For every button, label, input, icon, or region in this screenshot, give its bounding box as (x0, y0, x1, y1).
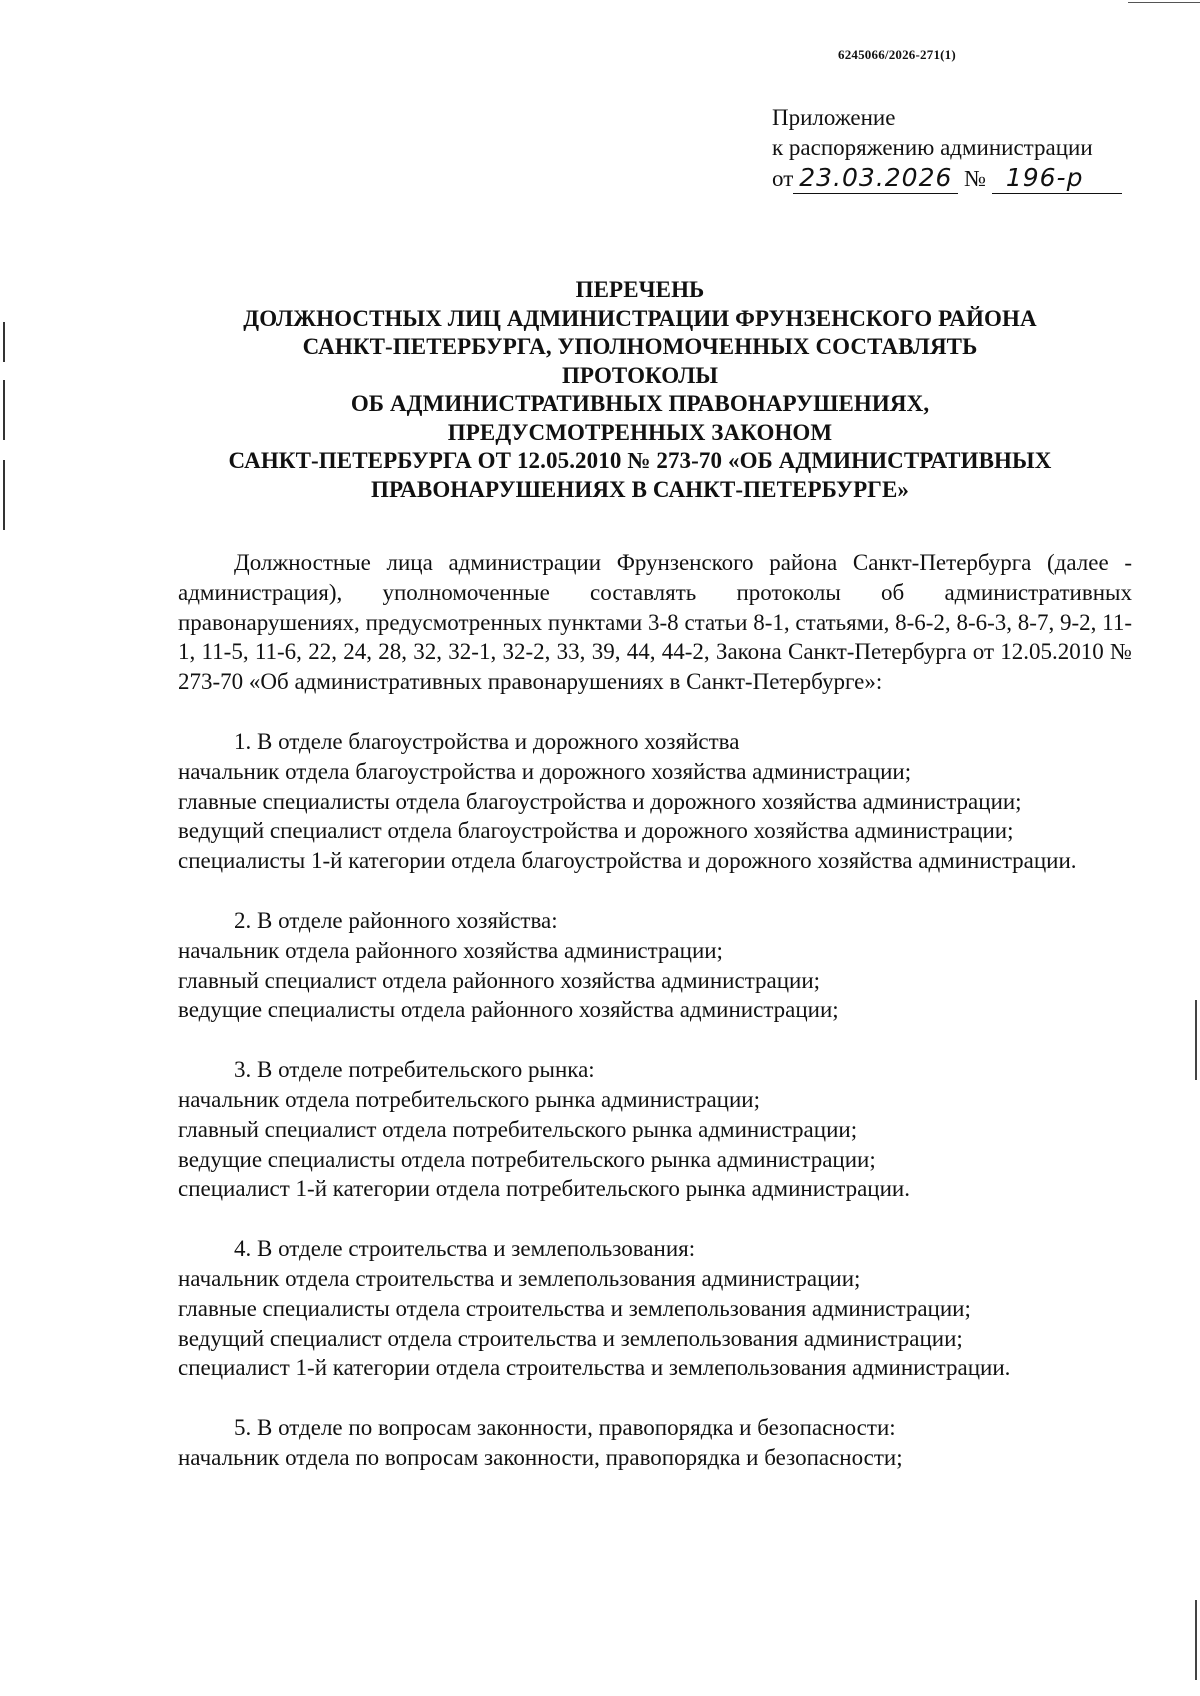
scan-margin-mark (3, 322, 5, 362)
section-item: ведущий специалист отдела благоустройства и дорожного хозяйства администрации; (178, 818, 1014, 844)
section-item: начальник отдела благоустройства и дорожного хозяйства администрации; (178, 758, 912, 784)
date-prefix: от (772, 166, 794, 191)
title-line: ПРАВОНАРУШЕНИЯХ В САНКТ-ПЕТЕРБУРГЕ» (370, 476, 910, 502)
title-line: ДОЛЖНОСТНЫХ ЛИЦ АДМИНИСТРАЦИИ ФРУНЗЕНСКОГО РАЙОНА (243, 305, 1037, 331)
scan-edge-line (1128, 2, 1200, 3)
sections-list (178, 727, 1132, 1473)
section-item: главный специалист отдела районного хозяйства администрации; (178, 967, 821, 993)
title-line: САНКТ-ПЕТЕРБУРГА ОТ 12.05.2010 № 273-70 «ОБ АДМИНИСТРАТИВНЫХ (228, 448, 1052, 473)
section-item: начальник отдела строительства и землепользования администрации; (178, 1265, 861, 1291)
section-heading: 1. В отделе благоустройства и дорожного хозяйства (234, 728, 740, 754)
appendix-title: Приложение (772, 105, 896, 130)
document-body (178, 548, 1132, 1473)
title-line: ПРОТОКОЛЫ (561, 362, 719, 388)
appendix-date-line (772, 163, 1122, 194)
section-item: специалист 1-й категории отдела потребительского рынка администрации. (178, 1176, 910, 1202)
section-heading: 2. В отделе районного хозяйства: (234, 907, 558, 933)
title-line: ПЕРЕЧЕНЬ (575, 277, 705, 302)
document-title (140, 276, 1140, 504)
section-item: начальник отдела районного хозяйства администрации; (178, 937, 723, 963)
scan-margin-mark (1195, 1000, 1197, 1080)
section (178, 727, 1132, 876)
handwritten-date: 23.03.2026 (793, 163, 958, 194)
section-heading: 5. В отделе по вопросам законности, правопорядка и безопасности: (234, 1415, 896, 1441)
section-item: главные специалисты отдела строительства и землепользования администрации; (178, 1295, 971, 1321)
section-item: ведущие специалисты отдела районного хозяйства администрации; (178, 997, 839, 1023)
section-heading: 4. В отделе строительства и землепользования: (234, 1236, 696, 1262)
title-line: ПРЕДУСМОТРЕННЫХ ЗАКОНОМ (447, 419, 833, 445)
scan-margin-mark (3, 460, 5, 530)
section-item: специалисты 1-й категории отдела благоустройства и дорожного хозяйства администрации. (178, 848, 1077, 874)
title-line: САНКТ-ПЕТЕРБУРГА, УПОЛНОМОЧЕННЫХ СОСТАВЛЯТЬ (302, 334, 978, 359)
document-id: 6245066/2026-271(1) (838, 47, 956, 62)
section-item: главные специалисты отдела благоустройства и дорожного хозяйства администрации; (178, 788, 1022, 814)
section (178, 1234, 1132, 1383)
scan-margin-mark (3, 380, 5, 440)
number-prefix: № (964, 166, 987, 191)
section-item: главный специалист отдела потребительского рынка администрации; (178, 1116, 858, 1142)
appendix-subtitle: к распоряжению администрации (772, 135, 1093, 160)
section-item: начальник отдела по вопросам законности, правопорядка и безопасности; (178, 1444, 903, 1470)
title-line: ОБ АДМИНИСТРАТИВНЫХ ПРАВОНАРУШЕНИЯХ, (350, 391, 930, 416)
section (178, 1055, 1132, 1204)
section-heading: 3. В отделе потребительского рынка: (234, 1057, 595, 1083)
section-item: специалист 1-й категории отдела строительства и землепользования администрации. (178, 1355, 1011, 1381)
section-item: ведущий специалист отдела строительства и землепользования администрации; (178, 1325, 963, 1351)
section (178, 1413, 1132, 1473)
section-item: начальник отдела потребительского рынка администрации; (178, 1086, 760, 1112)
appendix-block (772, 103, 1122, 194)
section (178, 906, 1132, 1025)
scan-margin-mark (1195, 1600, 1197, 1680)
intro-paragraph: Должностные лица администрации Фрунзенского района Санкт-Петербурга (далее - администрация), уполномоченные составлять протоколы об административных правонарушениях, предусмотренных пунктами 3-8 статьи 8-1, статьями, 8-6-2, 8-6-3, 8-7, 9-2, 11-1, 11-5, 11-6, 22, 24, 28, 32, 32-1, 32-2, 33, 39, 44, 44-2, Закона Санкт-Петербурга от 12.05.2010 № 273-70 «Об административных правонарушениях в Санкт-Петербурге»: (178, 550, 1132, 695)
section-item: ведущие специалисты отдела потребительского рынка администрации; (178, 1146, 876, 1172)
handwritten-number: 196-р (992, 163, 1122, 194)
